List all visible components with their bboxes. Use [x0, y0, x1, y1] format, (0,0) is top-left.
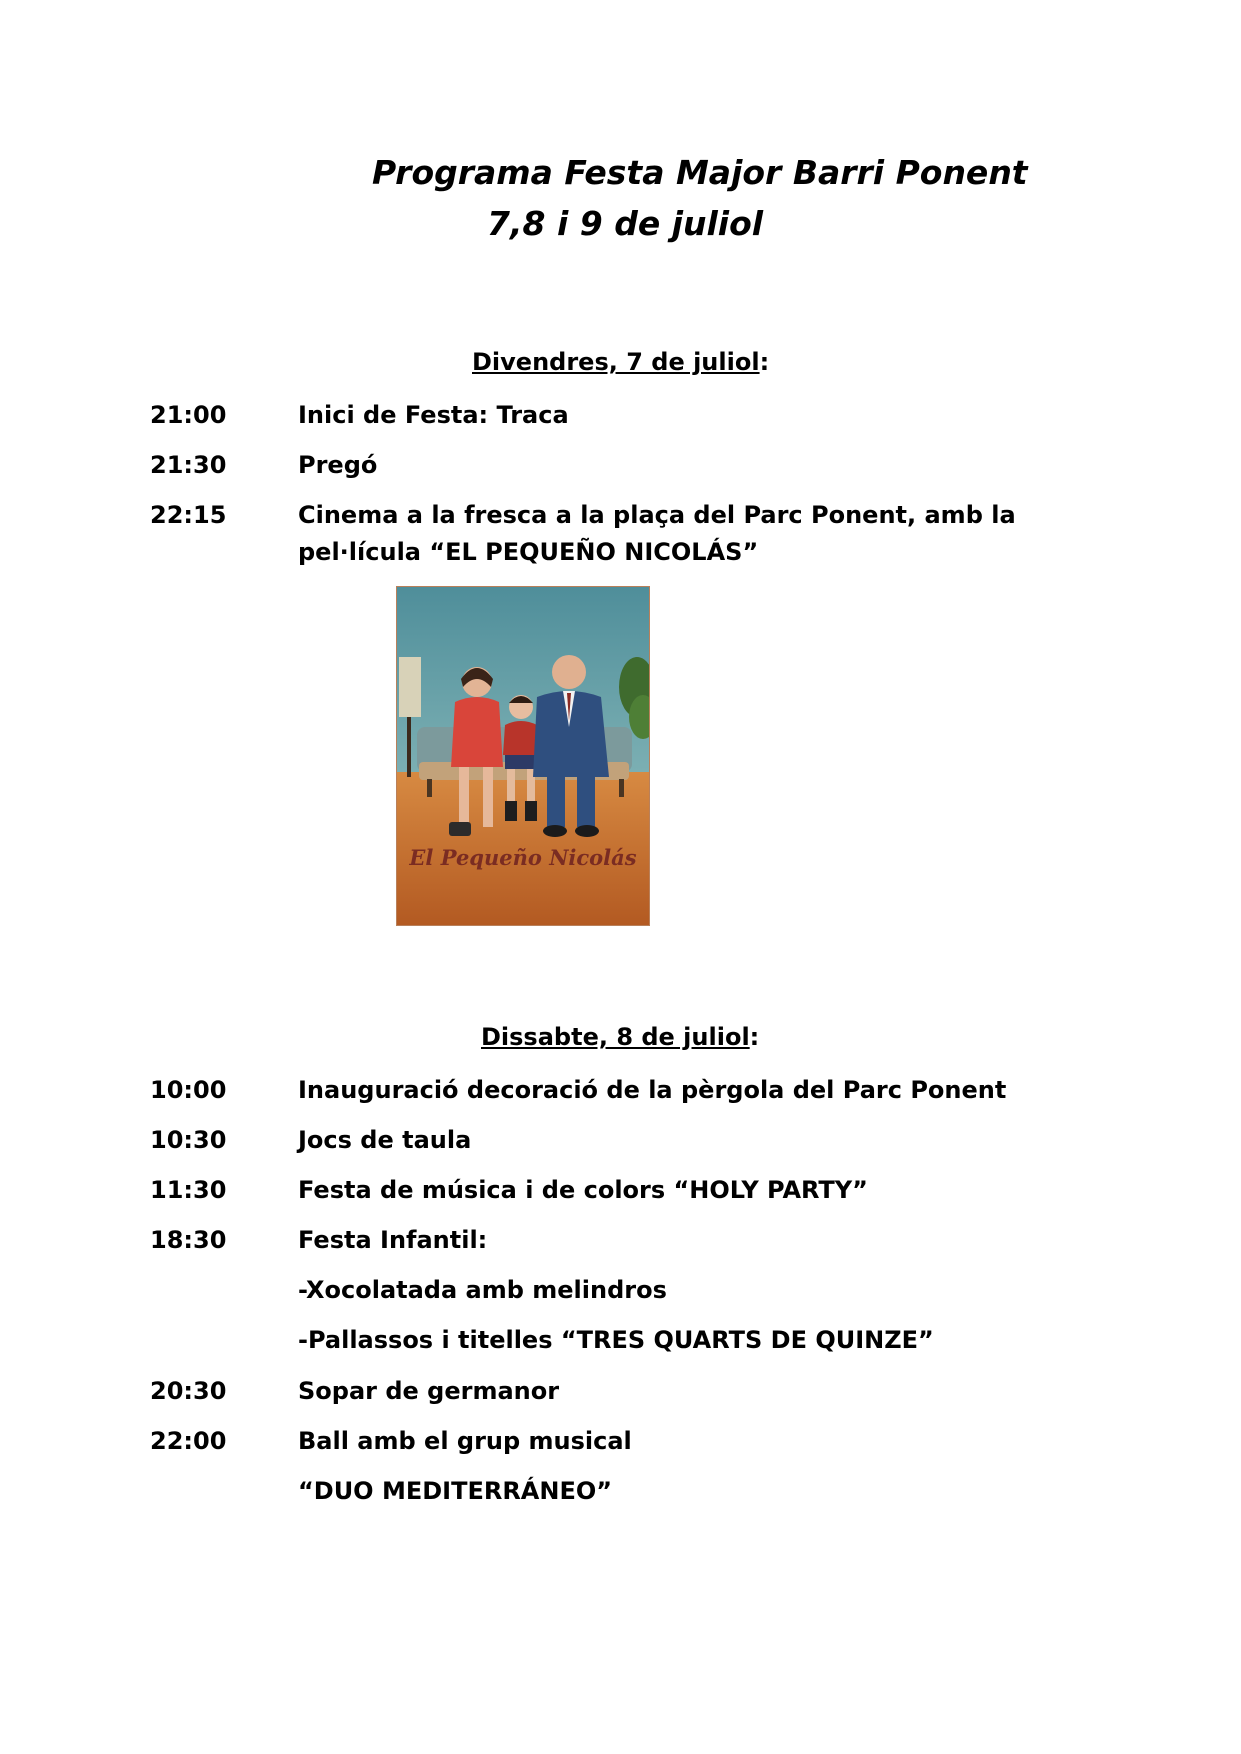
day-heading-saturday-colon: :	[749, 1023, 760, 1051]
event-description: -Xocolatada amb melindros	[298, 1276, 667, 1304]
event-description: -Pallassos i titelles “TRES QUARTS DE QUINZE”	[298, 1326, 934, 1354]
event-time: 20:30	[150, 1377, 227, 1405]
movie-poster-title: El Pequeño Nicolás	[409, 845, 637, 870]
event-time: 22:15	[150, 501, 227, 529]
event-description: Cinema a la fresca a la plaça del Parc Ponent, amb la pel·lícula “EL PEQUEÑO NICOLÁS”	[298, 501, 1016, 566]
program-dates: 7,8 i 9 de juliol	[487, 204, 764, 243]
event-description: Sopar de germanor	[298, 1377, 560, 1405]
event-time: 18:30	[150, 1226, 227, 1254]
event-description: Jocs de taula	[298, 1126, 472, 1154]
event-description: Inici de Festa: Traca	[298, 401, 569, 429]
event-time: 21:30	[150, 451, 227, 479]
event-time: 21:00	[150, 401, 227, 429]
movie-poster	[396, 586, 650, 926]
event-description: Inauguració decoració de la pèrgola del Parc Ponent	[298, 1076, 1007, 1104]
day-heading-friday-text: Divendres, 7 de juliol	[472, 348, 760, 376]
day-heading-friday	[472, 348, 769, 376]
day-heading-saturday-text: Dissabte, 8 de juliol	[481, 1023, 750, 1051]
program-title: Programa Festa Major Barri Ponent	[372, 153, 1028, 192]
day-heading-saturday	[481, 1023, 759, 1051]
event-time: 10:00	[150, 1076, 227, 1104]
event-description: Ball amb el grup musical	[298, 1427, 632, 1455]
day-heading-friday-colon: :	[759, 348, 770, 376]
event-time: 11:30	[150, 1176, 227, 1204]
event-description: Festa de música i de colors “HOLY PARTY”	[298, 1176, 868, 1204]
event-description: Pregó	[298, 451, 378, 479]
event-description: Festa Infantil:	[298, 1226, 488, 1254]
event-time: 10:30	[150, 1126, 227, 1154]
event-time: 22:00	[150, 1427, 227, 1455]
movie-poster-illustration	[397, 587, 649, 925]
event-description: “DUO MEDITERRÁNEO”	[298, 1477, 613, 1505]
